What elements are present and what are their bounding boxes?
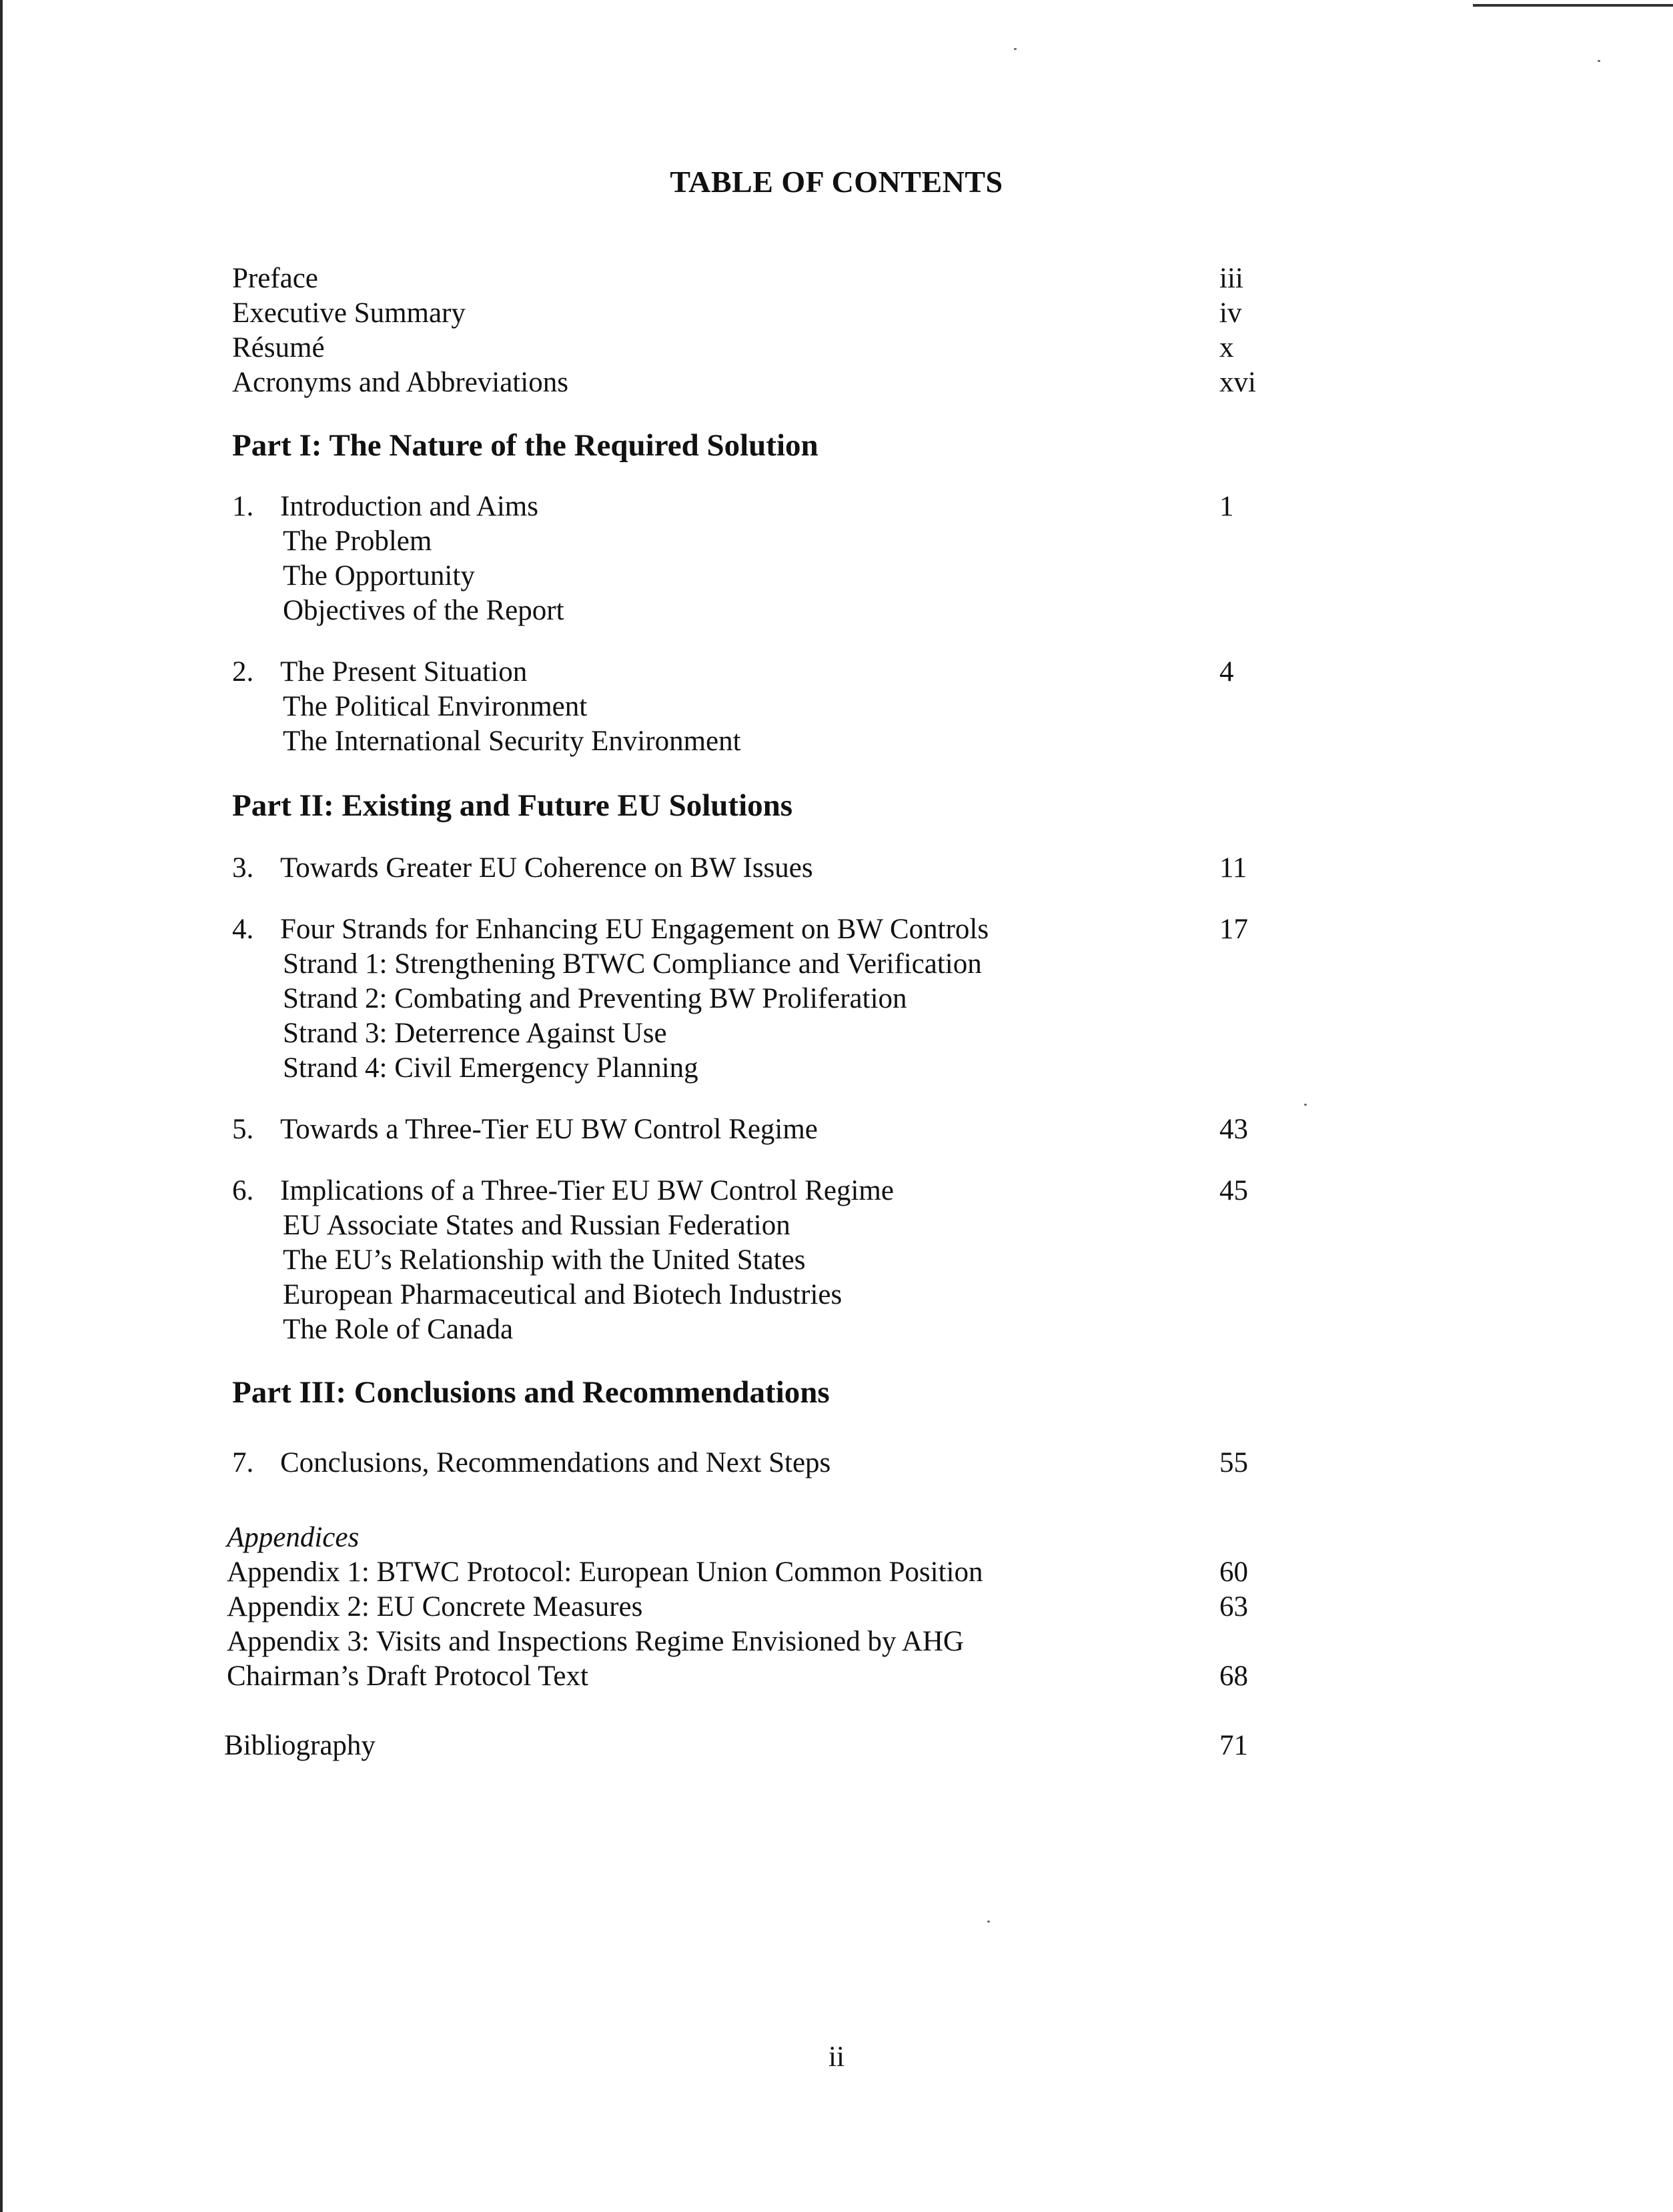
toc-subentry: The Political Environment: [283, 691, 588, 722]
scan-speck: [987, 1921, 990, 1923]
toc-entry-label: Executive Summary: [232, 297, 466, 329]
chapter-number: 3.: [232, 852, 254, 884]
chapter-title: Four Strands for Enhancing EU Engagement on BW Controls: [280, 914, 989, 945]
chapter-title: Towards Greater EU Coherence on BW Issues: [280, 852, 813, 884]
chapter-title: Implications of a Three-Tier EU BW Control Regime: [280, 1175, 894, 1206]
scan-speck: [1014, 48, 1017, 50]
toc-subentry: European Pharmaceutical and Biotech Industries: [283, 1279, 843, 1310]
toc-entry-page: 60: [1219, 1556, 1248, 1588]
toc-subentry: Strand 2: Combating and Preventing BW Proliferation: [283, 983, 907, 1014]
page-title: TABLE OF CONTENTS: [670, 165, 1003, 199]
toc-entry-label: Appendix 2: EU Concrete Measures: [227, 1591, 643, 1622]
chapter-number: 7.: [232, 1447, 254, 1478]
toc-entry-page: 4: [1219, 656, 1234, 688]
chapter-title: Introduction and Aims: [280, 491, 538, 522]
toc-entry-page: 55: [1219, 1447, 1248, 1478]
toc-entry-page: 17: [1219, 914, 1248, 945]
toc-entry-page: 43: [1219, 1114, 1248, 1145]
toc-entry-page: 45: [1219, 1175, 1248, 1206]
chapter-title: The Present Situation: [280, 656, 528, 688]
toc-entry-page: iii: [1219, 263, 1243, 294]
chapter-number: 1.: [232, 491, 254, 522]
document-page: TABLE OF CONTENTS Preface iii Executive Summary iv Résumé x Acronyms and Abbreviations xvi Part I: The Nature of the Required Solution 1. Introduction and Aims 1 The Problem The Opportunity Objectives of the Report 2. The Present Situation 4 The Political Environment The International Security Environment Part II: Existing and Future EU Solutions 3. Towards Greater EU Coherence on BW Issues 11 4. Four Strands for Enhancing EU Engagement on BW Controls 17 Strand 1: Strengthening BTWC Compliance and Verification Strand 2: Combating and Preventing BW Proliferation Strand 3: Deterrence Against Use Strand 4: Civil Emergency Planning 5. Towards a Three-Tier EU BW Control Regime 43 6. Implications of a Three-Tier EU BW Control Regime 45 EU Associate States and Russian Federation The EU’s Relationship with the United States European Pharmaceutical and Biotech Industries The Role of Canada Part III: Conclusions and Recommendations 7. Conclusions, Recommendations and Next Steps 55 Appendices Appendix 1: BTWC Protocol: European Union Common Position 60 Appendix 2: EU Concrete Measures 63 Appendix 3: Visits and Inspections Regime Envisioned by AHG Chairman’s Draft Protocol Text 68 Bibliography 71 ii: [0, 0, 1673, 2212]
toc-entry-label: Preface: [232, 263, 318, 294]
chapter-number: 6.: [232, 1175, 254, 1206]
toc-subentry: Strand 1: Strengthening BTWC Compliance and Verification: [283, 948, 982, 980]
toc-entry-page: 1: [1219, 491, 1234, 522]
toc-entry-page: 71: [1219, 1730, 1248, 1761]
toc-subentry: The Role of Canada: [283, 1314, 514, 1345]
part-heading: Part III: Conclusions and Recommendations: [232, 1375, 830, 1410]
scan-edge-left: [0, 0, 3, 2212]
toc-entry-page: 11: [1219, 852, 1247, 884]
scan-edge-top-right: [1473, 4, 1673, 7]
toc-entry-page: xvi: [1219, 367, 1256, 398]
toc-entry-page: 63: [1219, 1591, 1248, 1622]
toc-subentry: The EU’s Relationship with the United States: [283, 1244, 806, 1276]
toc-subentry: Objectives of the Report: [283, 595, 564, 626]
toc-entry-label: Acronyms and Abbreviations: [232, 367, 568, 398]
toc-subentry: EU Associate States and Russian Federation: [283, 1210, 790, 1241]
toc-entry-page: x: [1219, 332, 1234, 363]
scan-speck: [1598, 60, 1600, 62]
toc-entry-page: 68: [1219, 1661, 1248, 1692]
chapter-number: 2.: [232, 656, 254, 688]
toc-subentry: Strand 3: Deterrence Against Use: [283, 1018, 667, 1049]
toc-entry-label: Appendix 3: Visits and Inspections Regime Envisioned by AHG: [227, 1626, 964, 1657]
toc-entry-label: Bibliography: [224, 1730, 376, 1761]
toc-entry-page: iv: [1219, 297, 1242, 329]
chapter-title: Towards a Three-Tier EU BW Control Regime: [280, 1114, 818, 1145]
toc-entry-label: Résumé: [232, 332, 325, 363]
toc-subentry: The International Security Environment: [283, 726, 741, 757]
toc-subentry: Strand 4: Civil Emergency Planning: [283, 1052, 698, 1084]
scan-speck: [1304, 1104, 1307, 1106]
page-number: ii: [828, 2041, 845, 2073]
chapter-number: 4.: [232, 914, 254, 945]
toc-subentry: The Opportunity: [283, 560, 475, 592]
toc-entry-label: Chairman’s Draft Protocol Text: [227, 1661, 588, 1692]
chapter-title: Conclusions, Recommendations and Next Steps: [280, 1447, 831, 1478]
toc-entry-label: Appendix 1: BTWC Protocol: European Union Common Position: [227, 1556, 983, 1588]
toc-subentry: The Problem: [283, 525, 432, 557]
part-heading: Part I: The Nature of the Required Solution: [232, 428, 818, 463]
chapter-number: 5.: [232, 1114, 254, 1145]
part-heading: Part II: Existing and Future EU Solutions: [232, 788, 793, 823]
